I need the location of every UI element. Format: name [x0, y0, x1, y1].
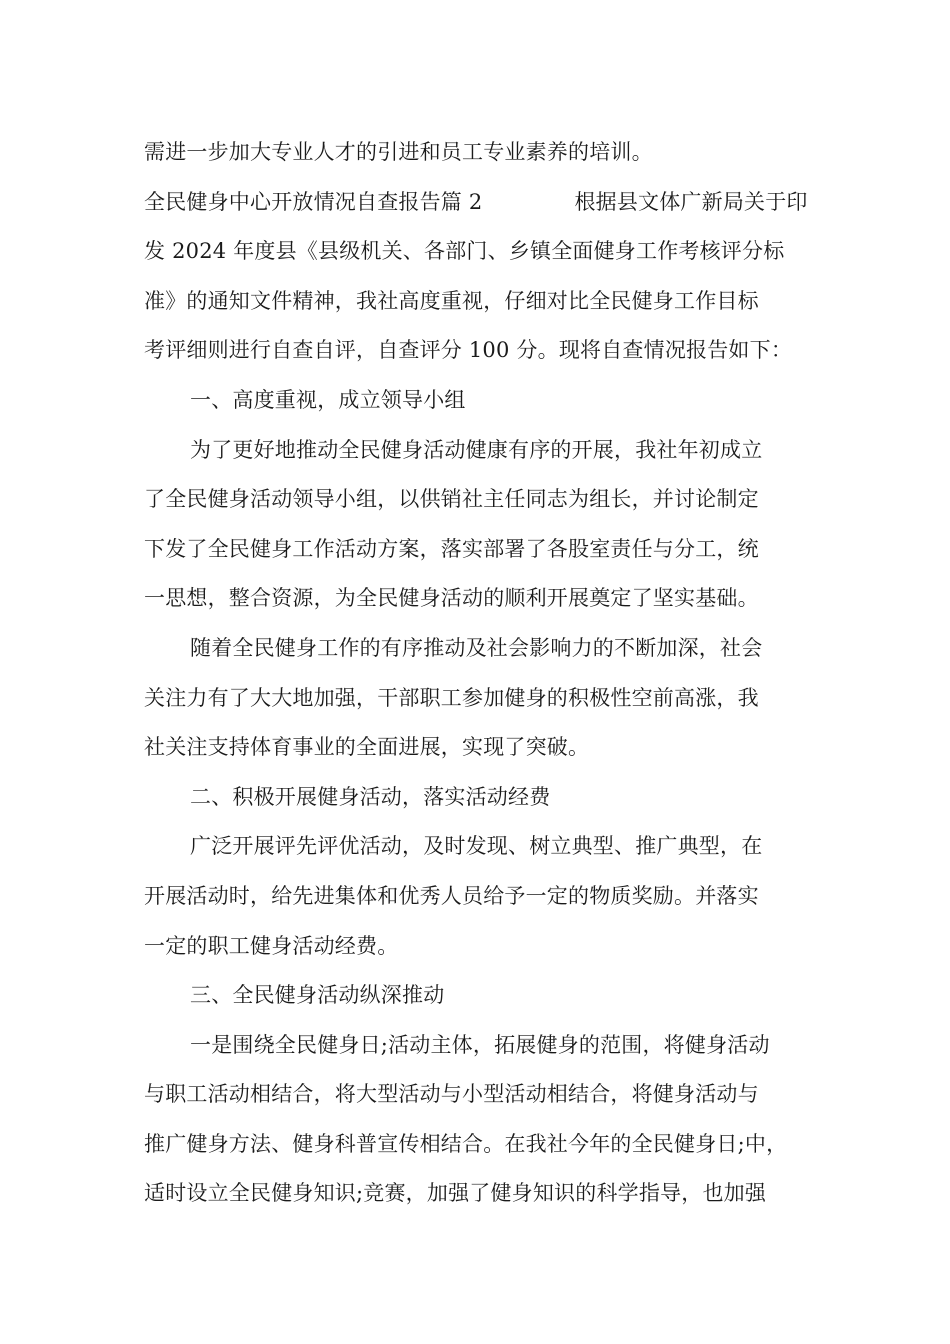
paragraph-line: 随着全民健身工作的有序推动及社会影响力的不断加深，社会 — [190, 635, 763, 660]
report-heading: 全民健身中心开放情况自查报告篇 2 — [144, 189, 483, 214]
paragraph-line: 推广健身方法、健身科普宣传相结合。在我社今年的全民健身日;中， — [144, 1131, 788, 1156]
paragraph-line: 一定的职工健身活动经费。 — [144, 933, 399, 958]
paragraph-line: 一是围绕全民健身日;活动主体，拓展健身的范围，将健身活动 — [190, 1032, 770, 1057]
paragraph-line: 了全民健身活动领导小组，以供销社主任同志为组长，并讨论制定 — [144, 487, 759, 512]
paragraph-line: 社关注支持体育事业的全面进展，实现了突破。 — [144, 735, 590, 760]
paragraph-line: 根据县文体广新局关于印 — [574, 189, 808, 214]
paragraph-line: 开展活动时，给先进集体和优秀人员给予一定的物质奖励。并落实 — [144, 883, 759, 908]
paragraph-line: 广泛开展评先评优活动，及时发现、树立典型、推广典型，在 — [190, 834, 763, 859]
paragraph-line: 适时设立全民健身知识;竞赛，加强了健身知识的科学指导，也加强 — [144, 1181, 767, 1206]
paragraph-line: 发 2024 年度县《县级机关、各部门、乡镇全面健身工作考核评分标 — [144, 239, 785, 264]
paragraph-line: 需进一步加大专业人才的引进和员工专业素养的培训。 — [144, 140, 653, 164]
paragraph-line: 一思想，整合资源，为全民健身活动的顺利开展奠定了坚实基础。 — [144, 586, 759, 611]
section-heading-1: 一、高度重视，成立领导小组 — [190, 387, 466, 412]
paragraph-line: 下发了全民健身工作活动方案，落实部署了各股室责任与分工，统 — [144, 536, 759, 561]
paragraph-line: 为了更好地推动全民健身活动健康有序的开展，我社年初成立 — [190, 437, 763, 462]
paragraph-line: 准》的通知文件精神，我社高度重视，仔细对比全民健身工作目标 — [144, 288, 759, 313]
section-heading-3: 三、全民健身活动纵深推动 — [190, 983, 445, 1008]
paragraph-line: 关注力有了大大地加强，干部职工参加健身的积极性空前高涨，我 — [144, 685, 759, 710]
paragraph-line: 与职工活动相结合，将大型活动与小型活动相结合，将健身活动与 — [144, 1082, 759, 1107]
document-body — [144, 128, 814, 1219]
section-heading-2: 二、积极开展健身活动，落实活动经费 — [190, 784, 551, 809]
paragraph-line: 考评细则进行自查自评，自查评分 100 分。现将自查情况报告如下： — [144, 338, 793, 363]
report-heading-line — [144, 178, 814, 228]
